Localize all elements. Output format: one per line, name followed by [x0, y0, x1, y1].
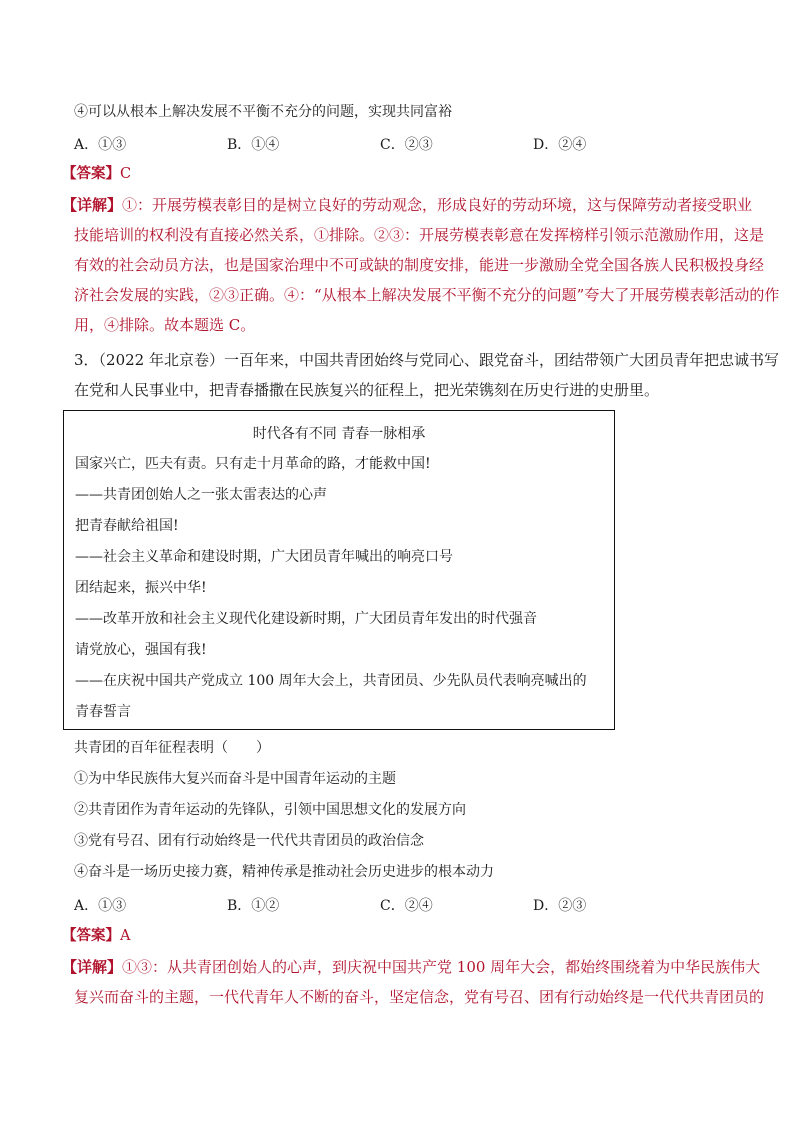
material-line: ——共青团创始人之一张太雷表达的心声 [75, 487, 327, 503]
q2-option-b: B．①④ [227, 137, 280, 153]
q2-option-d: D．②④ [533, 137, 587, 153]
detail-line: 有效的社会动员方法，也是国家治理中不可或缺的制度安排，能进一步激励全党全国各族人民积极投身经 [74, 256, 765, 274]
q3-item-4: ④奋斗是一场历史接力赛，精神传承是推动社会历史进步的根本动力 [74, 864, 494, 880]
material-line: 团结起来，振兴中华! [75, 580, 207, 596]
q3-question: 共青团的百年征程表明（ ） [74, 740, 270, 756]
q3-item-2: ②共青团作为青年运动的先锋队，引领中国思想文化的发展方向 [74, 802, 466, 818]
material-line: 把青春献给祖国! [75, 518, 179, 534]
q3-option-b: B．①② [227, 898, 280, 914]
material-line: ——改革开放和社会主义现代化建设新时期，广大团员青年发出的时代强音 [75, 611, 537, 627]
q3-option-d: D．②③ [533, 898, 587, 914]
q3-answer [62, 926, 130, 946]
material-line: ——在庆祝中国共产党成立 100 周年大会上，共青团员、少先队员代表响亮喊出的 [75, 673, 587, 689]
q3-item-1: ①为中华民族伟大复兴而奋斗是中国青年运动的主题 [74, 771, 396, 787]
q3-option-c: C．②④ [380, 898, 433, 914]
q2-option-a: A．①③ [74, 137, 127, 153]
detail-label: 【详解】 [62, 958, 123, 976]
material-line: 青春誓言 [75, 704, 131, 720]
material-title: 时代各有不同 青春一脉相承 [252, 426, 426, 442]
detail-line: 复兴而奋斗的主题，一代代青年人不断的奋斗，坚定信念，党有号召、团有行动始终是一代代共青团员的 [74, 988, 765, 1006]
q3-item-3: ③党有号召、团有行动始终是一代代共青团员的政治信念 [74, 833, 424, 849]
material-line: ——社会主义革命和建设时期，广大团员青年喊出的响亮口号 [75, 549, 453, 565]
stem-line: 在党和人民事业中，把青春播撒在民族复兴的征程上，把光荣镌刻在历史行进的史册里。 [74, 381, 660, 399]
detail-line: 技能培训的权利没有直接必然关系，①排除。②③：开展劳模表彰意在发挥榜样引领示范激励作用，这是 [74, 226, 765, 244]
detail-line: ①：开展劳模表彰目的是树立良好的劳动观念，形成良好的劳动环境，这与保障劳动者接受职业 [122, 196, 753, 214]
answer-label: 【答案】 [62, 165, 120, 182]
q3-detail [62, 952, 765, 1012]
answer-value: C [120, 166, 132, 182]
material-line: 请党放心，强国有我! [75, 642, 207, 658]
material-box [63, 410, 615, 730]
q2-option-c: C．②③ [380, 137, 433, 153]
detail-line: 济社会发展的实践，②③正确。④：“从根本上解决发展不平衡不充分的问题”夸大了开展劳模表彰活动的作 [74, 286, 780, 304]
detail-label: 【详解】 [62, 196, 123, 214]
material-line: 国家兴亡，匹夫有责。只有走十月革命的路，才能救中国! [75, 456, 431, 472]
detail-line: ①③：从共青团创始人的心声，到庆祝中国共产党 100 周年大会，都始终围绕着为中华民族伟大 [122, 958, 761, 976]
answer-value: A [120, 928, 131, 944]
q3-option-a: A．①③ [74, 898, 127, 914]
detail-line: 用，④排除。故本题选 C。 [74, 316, 256, 334]
answer-label: 【答案】 [62, 927, 120, 944]
q2-answer [62, 164, 131, 184]
stem-line: 3．（2022 年北京卷）一百年来，中国共青团始终与党同心、跟党奋斗，团结带领广大团员青年把忠诚书写 [74, 351, 779, 369]
q3-stem [74, 345, 779, 405]
q2-detail [62, 190, 780, 340]
q2-item-4: ④可以从根本上解决发展不平衡不充分的问题，实现共同富裕 [74, 104, 452, 120]
